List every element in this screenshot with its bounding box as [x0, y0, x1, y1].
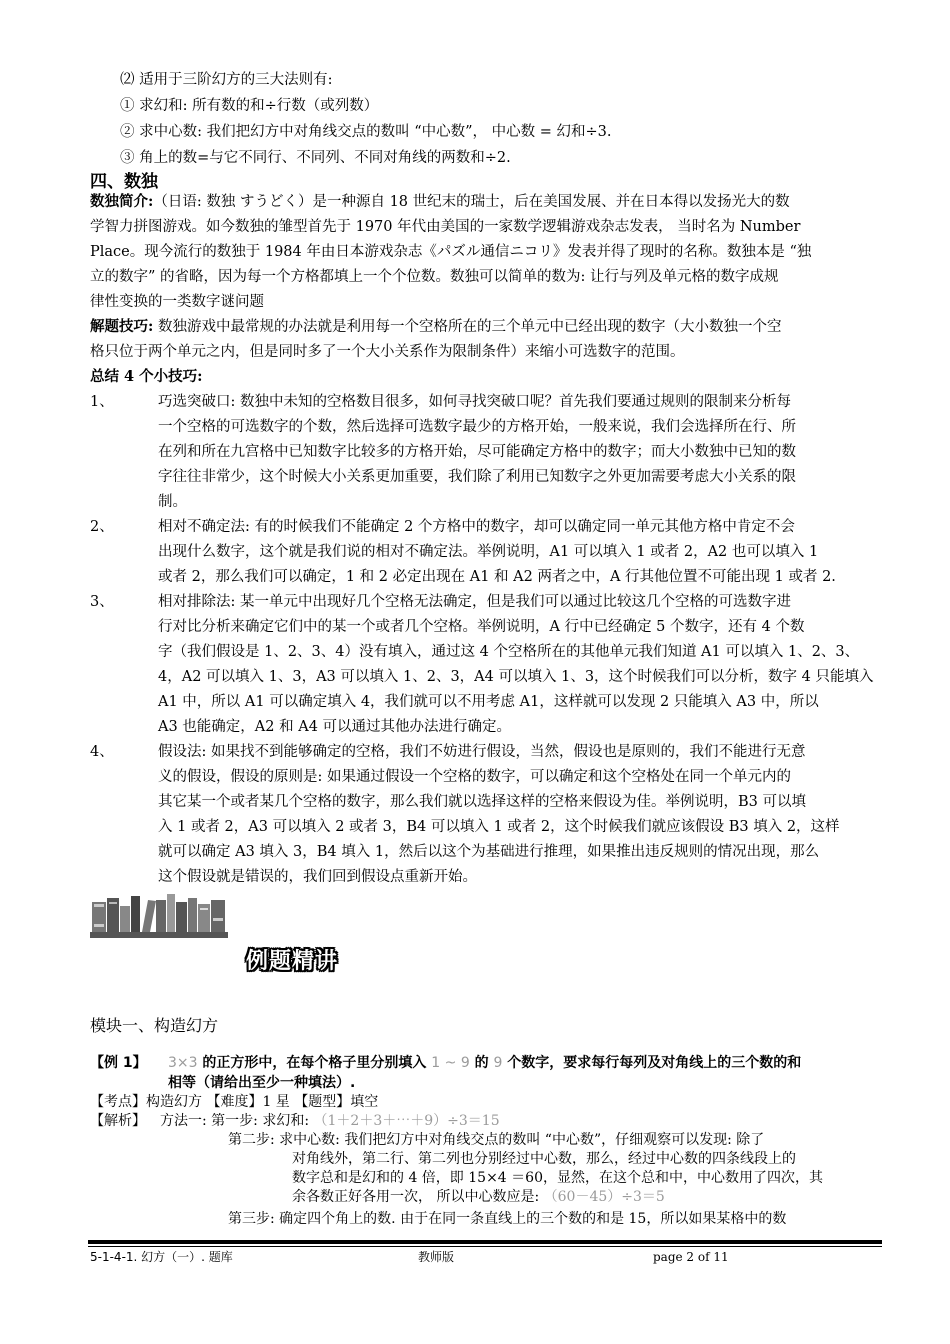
grid-size: 3×3	[168, 1055, 198, 1071]
footer-rule-thick	[88, 1240, 882, 1244]
item-4-line: 入 1 或者 2，A3 可以填入 2 或者 3，B4 可以填入 1 或者 2，这个时候我们就应该假设 B3 填入 2，这样	[158, 819, 840, 835]
method-1-step-1	[160, 1111, 500, 1131]
item-1-line: 巧选突破口: 数独中未知的空格数目很多，如何寻找突破口呢？首先我们要通过规则的限制来分析每	[158, 394, 791, 410]
item-number: 1、	[90, 394, 114, 410]
example-meta: 【考点】构造幻方 【难度】1 星 【题型】填空	[90, 1094, 379, 1110]
rules-intro: ⑵ 适用于三阶幻方的三大法则有:	[120, 72, 333, 88]
sudoku-heading: 四、数独	[90, 172, 158, 192]
step-1-text: 方法一: 第一步: 求幻和:	[160, 1113, 314, 1129]
item-number: 4、	[90, 744, 114, 760]
question-text-c: 个数字，要求每行每列及对角线上的三个数的和	[502, 1055, 802, 1071]
step-3-line: 第三步: 确定四个角上的数. 由于在同一条直线上的三个数的和是 15，所以如果某格中的数	[228, 1211, 787, 1227]
item-3-line: 4，A2 可以填入 1、3，A3 可以填入 1、2、3，A4 可以填入 1、3，这个时候我们可以分析，数字 4 只能填入	[158, 669, 874, 685]
item-4-line: 义的假设，假设的原则是: 如果通过假设一个空格的数字，可以确定和这个空格处在同一个单元内的	[158, 769, 791, 785]
step-2-line: 数字总和是幻和的 4 倍，即 15×4 ＝60，显然，在这个总和中，中心数用了四次，其	[292, 1170, 823, 1186]
question-text-b: 的	[469, 1055, 494, 1071]
footer-left: 5-1-4-1. 幻方（一）. 题库	[90, 1250, 233, 1264]
footer-center: 教师版	[418, 1250, 455, 1264]
item-1-line: 字往往非常少，这个时候大小关系更加重要，我们除了利用已知数字之外更加需要考虑大小关系的限	[158, 469, 796, 485]
books-illustration	[90, 888, 228, 940]
item-3-line: A1 中，所以 A1 可以确定填入 4，我们就可以不用考虑 A1，这样就可以发现 2 只能填入 A3 中，所以	[158, 694, 819, 710]
item-3-line: 字（我们假设是 1、2、3、4）没有填入，通过这 4 个空格所在的其他单元我们知道 A1 可以填入 1、2、3、	[158, 644, 860, 660]
item-4-line: 这个假设就是错误的，我们回到假设点重新开始。	[158, 869, 477, 885]
step-2-line-4	[292, 1187, 665, 1207]
item-1-line: 制。	[158, 494, 187, 510]
step-2-line: 对角线外，第二行、第二列也分别经过中心数，那么，经过中心数的四条线段上的	[292, 1151, 796, 1167]
example-question-line-1	[168, 1053, 801, 1073]
item-1-line: 一个空格的可选数字的个数，然后选择可选数字最少的方格开始，一般来说，我们会选择所在行、所	[158, 419, 796, 435]
item-1-line: 在列和所在九宫格中已知数字比较多的方格开始，尽可能确定方格中的数字；而大小数独中已知的数	[158, 444, 796, 460]
item-4-line: 就可以确定 A3 填入 3，B4 填入 1，然后以这个为基础进行推理，如果推出违反规则的情况出现，那么	[158, 844, 820, 860]
sudoku-intro-line-1	[90, 192, 790, 212]
step-2-text: 余各数正好各用一次， 所以中心数应是:	[292, 1189, 544, 1205]
example-tag: 【例 1】	[90, 1055, 147, 1071]
sudoku-intro-line-4: 立的数字” 的省略，因为每一个方格都填上一个个位数。数独可以简单的数为: 让行与列及单元格的数字成规	[90, 269, 779, 285]
item-3-line: 行对比分析来确定它们中的某一个或者几个空格。举例说明，A 行中已经确定 5 个数字，还有 4 个数	[158, 619, 805, 635]
module-title: 模块一、构造幻方	[90, 1016, 219, 1035]
item-3-line: 相对排除法: 某一单元中出现好几个空格无法确定，但是我们可以通过比较这几个空格的可选数字进	[158, 594, 791, 610]
footer-page-number: page 2 of 11	[653, 1250, 729, 1264]
number-range: 1 ~ 9	[431, 1055, 470, 1071]
section-banner: 例题精讲	[246, 949, 339, 974]
sudoku-intro-line-3: Place。现今流行的数独于 1984 年由日本游戏杂志《パズル通信ニコリ》发表并得了现时的名称。数独本是 “独	[90, 244, 812, 260]
tips-label: 解题技巧:	[90, 318, 154, 335]
tips-line-2: 格只位于两个单元之内，但是同时多了一个大小关系作为限制条件）来缩小可选数字的范围。	[90, 344, 685, 360]
count-nine: 9	[493, 1055, 503, 1071]
magic-sum-formula: （1＋2＋3＋⋯＋9）÷3＝15	[313, 1113, 500, 1129]
item-4-line: 假设法: 如果找不到能够确定的空格，我们不妨进行假设，当然，假设也是原则的，我们不能进行无意	[158, 744, 806, 760]
center-number-formula: （60－45）÷3＝5	[543, 1189, 665, 1205]
tips-text-1: 数独游戏中最常规的办法就是利用每一个空格所在的三个单元中已经出现的数字（大小数独一个空	[153, 319, 782, 335]
sudoku-intro-label: 数独简介:	[90, 193, 154, 210]
tips-line-1	[90, 317, 781, 337]
analysis-label: 【解析】	[90, 1113, 146, 1129]
sudoku-intro-line-5: 律性变换的一类数字谜问题	[90, 294, 264, 310]
item-3-line: A3 也能确定，A2 和 A4 可以通过其他办法进行确定。	[158, 719, 512, 735]
sudoku-intro-text-1: （日语: 数独 すうどく）是一种源自 18 世纪末的瑞士，后在美国发展、并在日本得以发扬光大的数	[153, 194, 790, 210]
footer-rule-thin	[88, 1246, 882, 1247]
item-2-line: 或者 2，那么我们可以确定，1 和 2 必定出现在 A1 和 A2 两者之中，A 行其他位置不可能出现 1 或者 2.	[158, 569, 836, 585]
rule-2: ② 求中心数: 我们把幻方中对角线交点的数叫 “中心数”， 中心数 = 幻和÷3.	[120, 124, 612, 140]
question-text-a: 的正方形中，在每个格子里分别填入	[197, 1055, 432, 1071]
item-2-line: 相对不确定法: 有的时候我们不能确定 2 个方格中的数字，却可以确定同一单元其他方格中肯定不会	[158, 519, 795, 535]
summary-label: 总结 4 个小技巧:	[90, 368, 203, 385]
item-number: 3、	[90, 594, 114, 610]
example-question-line-2: 相等（请给出至少一种填法）.	[168, 1075, 356, 1091]
item-4-line: 其它某一个或者某几个空格的数字，那么我们就以选择这样的空格来假设为佳。举例说明，B3 可以填	[158, 794, 806, 810]
rule-3: ③ 角上的数=与它不同行、不同列、不同对角线的两数和÷2.	[120, 150, 511, 166]
item-2-line: 出现什么数字，这个就是我们说的相对不确定法。举例说明，A1 可以填入 1 或者 2，A2 也可以填入 1	[158, 544, 819, 560]
item-number: 2、	[90, 519, 114, 535]
rule-1: ① 求幻和: 所有数的和÷行数（或列数）	[120, 98, 379, 114]
sudoku-intro-line-2: 学智力拼图游戏。如今数独的雏型首先于 1970 年代由美国的一家数学逻辑游戏杂志发表， 当时名为 Number	[90, 219, 801, 235]
step-2-line: 第二步: 求中心数: 我们把幻方中对角线交点的数叫 “中心数”，仔细观察可以发现: 除了	[228, 1132, 765, 1148]
